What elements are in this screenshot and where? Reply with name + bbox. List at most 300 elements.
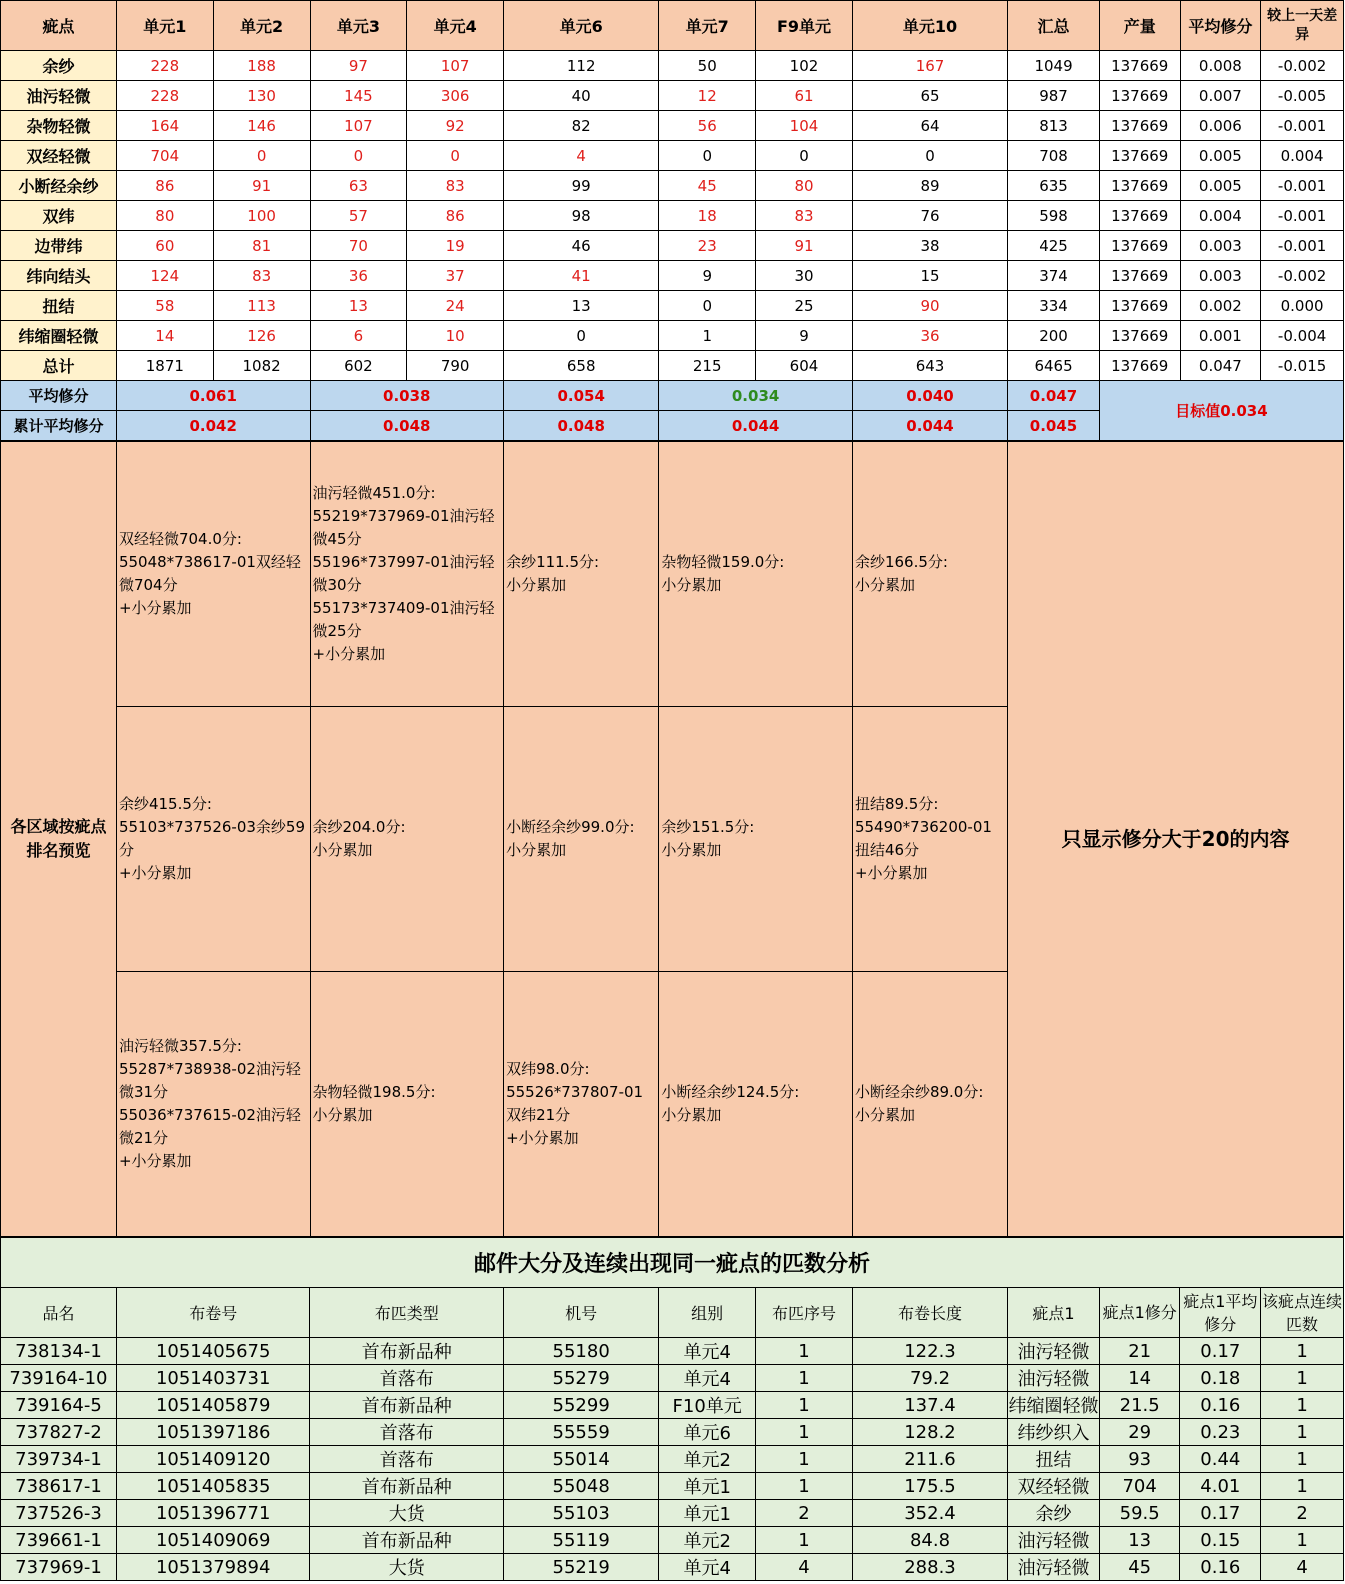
table-cell: 55014 (504, 1446, 659, 1473)
avg-value: 0.045 (1008, 411, 1100, 441)
column-header: 产量 (1099, 1, 1180, 51)
preview-cell (116, 707, 310, 972)
preview-cell (504, 707, 659, 972)
unit-value: 1 (659, 321, 756, 351)
preview-text: 余纱111.5分: 小分累加 (506, 553, 600, 594)
table-cell: 137.4 (852, 1392, 1007, 1419)
column-header: F9单元 (756, 1, 853, 51)
total-value: 374 (1008, 261, 1100, 291)
unit-value: 65 (852, 81, 1007, 111)
table-row (1, 1446, 1344, 1473)
table-cell: 4 (1261, 1554, 1344, 1581)
preview-text: 油污轻微357.5分: 55287*738938-02油污轻微31分 55036*737615-02油污轻微21分 +小分累加 (118, 1037, 301, 1170)
avg-value: 0.038 (310, 381, 504, 411)
avg-value: 0.034 (659, 381, 853, 411)
table-cell: 738617-1 (1, 1473, 117, 1500)
unit-value: 145 (310, 81, 407, 111)
table-cell: 单元1 (659, 1473, 756, 1500)
unit-value: 80 (756, 171, 853, 201)
defect-row (1, 111, 1344, 141)
output-value: 137669 (1099, 261, 1180, 291)
unit-value: 167 (852, 51, 1007, 81)
table-cell: 738134-1 (1, 1338, 117, 1365)
unit-value: 104 (756, 111, 853, 141)
defect-name: 杂物轻微 (1, 111, 117, 141)
preview-text: 杂物轻微198.5分: 小分累加 (312, 1083, 436, 1124)
table-cell: 739164-5 (1, 1392, 117, 1419)
preview-cell (310, 442, 504, 707)
defect-name: 油污轻微 (1, 81, 117, 111)
unit-value: 1871 (116, 351, 213, 381)
preview-text: 双纬98.0分: 55526*737807-01双纬21分 +小分累加 (506, 1060, 644, 1147)
total-value: 6465 (1008, 351, 1100, 381)
table-row (1, 1392, 1344, 1419)
table-cell: 29 (1099, 1419, 1180, 1446)
total-value: 708 (1008, 141, 1100, 171)
table-row (1, 1527, 1344, 1554)
column-header: 单元10 (852, 1, 1007, 51)
unit-value: 70 (310, 231, 407, 261)
preview-cell (310, 972, 504, 1237)
table-cell: F10单元 (659, 1392, 756, 1419)
unit-value: 14 (116, 321, 213, 351)
unit-value: 36 (852, 321, 1007, 351)
unit-value: 86 (116, 171, 213, 201)
table-cell: 1 (756, 1365, 853, 1392)
output-value: 137669 (1099, 81, 1180, 111)
table-cell: 0.17 (1180, 1500, 1261, 1527)
unit-value: 61 (756, 81, 853, 111)
table-cell: 1 (756, 1473, 853, 1500)
preview-cell (659, 442, 853, 707)
unit-value: 306 (407, 81, 504, 111)
table-cell: 1 (756, 1419, 853, 1446)
unit-value: 64 (852, 111, 1007, 141)
table-cell: 1051409120 (116, 1446, 310, 1473)
unit-value: 41 (504, 261, 659, 291)
table-cell: 737526-3 (1, 1500, 117, 1527)
column-header: 单元1 (116, 1, 213, 51)
row-label: 累计平均修分 (1, 411, 117, 441)
table-cell: 纬纱织入 (1008, 1419, 1100, 1446)
avg-value: 0.003 (1180, 231, 1261, 261)
diff-value: -0.005 (1261, 81, 1344, 111)
preview-text: 扭结89.5分: 55490*736200-01扭结46分 +小分累加 (854, 795, 992, 882)
table-cell: 单元4 (659, 1338, 756, 1365)
table-cell: 0.44 (1180, 1446, 1261, 1473)
unit-value: 90 (852, 291, 1007, 321)
avg-value: 0.048 (310, 411, 504, 441)
output-value: 137669 (1099, 291, 1180, 321)
table-cell: 1 (1261, 1392, 1344, 1419)
table-cell: 首落布 (310, 1419, 504, 1446)
avg-value: 0.003 (1180, 261, 1261, 291)
table-cell: 93 (1099, 1446, 1180, 1473)
mail-header-row (1, 1288, 1344, 1338)
table-cell: 单元4 (659, 1365, 756, 1392)
table-cell: 余纱 (1008, 1500, 1100, 1527)
column-header: 疵点1 (1008, 1288, 1100, 1338)
table-cell: 55119 (504, 1527, 659, 1554)
preview-cell (852, 707, 1007, 972)
mail-title-row (1, 1238, 1344, 1288)
table-cell: 45 (1099, 1554, 1180, 1581)
avg-value: 0.005 (1180, 171, 1261, 201)
total-value: 598 (1008, 201, 1100, 231)
preview-text: 双经轻微704.0分: 55048*738617-01双经轻微704分 +小分累加 (118, 530, 301, 617)
output-value: 137669 (1099, 321, 1180, 351)
unit-value: 0 (659, 141, 756, 171)
table-cell: 737827-2 (1, 1419, 117, 1446)
unit-value: 86 (407, 201, 504, 231)
unit-value: 82 (504, 111, 659, 141)
table-cell: 首布新品种 (310, 1527, 504, 1554)
defect-row (1, 321, 1344, 351)
table-cell: 扭结 (1008, 1446, 1100, 1473)
unit-value: 0 (659, 291, 756, 321)
unit-value: 100 (213, 201, 310, 231)
avg-value: 0.008 (1180, 51, 1261, 81)
unit-value: 91 (213, 171, 310, 201)
table-cell: 首布新品种 (310, 1392, 504, 1419)
table-cell: 首落布 (310, 1446, 504, 1473)
preview-text: 油污轻微451.0分: 55219*737969-01油污轻微45分 55196*737997-01油污轻微30分 55173*737409-01油污轻微25分 +小分累加 (312, 484, 495, 663)
defect-row (1, 261, 1344, 291)
preview-text: 小断经余纱99.0分: 小分累加 (506, 818, 635, 859)
unit-value: 604 (756, 351, 853, 381)
preview-text: 余纱151.5分: 小分累加 (661, 818, 755, 859)
mail-title: 邮件大分及连续出现同一疵点的匹数分析 (1, 1238, 1344, 1288)
table-cell: 双经轻微 (1008, 1473, 1100, 1500)
table-cell: 首布新品种 (310, 1338, 504, 1365)
column-header: 单元2 (213, 1, 310, 51)
table-cell: 油污轻微 (1008, 1338, 1100, 1365)
diff-value: -0.001 (1261, 111, 1344, 141)
diff-value: -0.002 (1261, 261, 1344, 291)
unit-value: 91 (756, 231, 853, 261)
unit-value: 98 (504, 201, 659, 231)
column-header: 疵点1修分 (1099, 1288, 1180, 1338)
table-cell: 纬缩圈轻微 (1008, 1392, 1100, 1419)
defect-name: 小断经余纱 (1, 171, 117, 201)
unit-value: 124 (116, 261, 213, 291)
diff-value: -0.001 (1261, 201, 1344, 231)
avg-value: 0.004 (1180, 201, 1261, 231)
unit-value: 63 (310, 171, 407, 201)
unit-value: 36 (310, 261, 407, 291)
column-header: 组别 (659, 1288, 756, 1338)
column-header: 品名 (1, 1288, 117, 1338)
table-cell: 55048 (504, 1473, 659, 1500)
unit-value: 18 (659, 201, 756, 231)
diff-value: 0.004 (1261, 141, 1344, 171)
total-value: 813 (1008, 111, 1100, 141)
unit-value: 92 (407, 111, 504, 141)
defect-name: 边带纬 (1, 231, 117, 261)
preview-cell (116, 442, 310, 707)
defect-row (1, 81, 1344, 111)
table-cell: 122.3 (852, 1338, 1007, 1365)
table-cell: 1 (756, 1392, 853, 1419)
column-header: 单元7 (659, 1, 756, 51)
unit-value: 126 (213, 321, 310, 351)
preview-cell (659, 707, 853, 972)
unit-value: 40 (504, 81, 659, 111)
column-header: 布匹类型 (310, 1288, 504, 1338)
unit-value: 0 (310, 141, 407, 171)
table-cell: 油污轻微 (1008, 1527, 1100, 1554)
unit-value: 790 (407, 351, 504, 381)
preview-text: 小断经余纱124.5分: 小分累加 (661, 1083, 800, 1124)
column-header: 布匹序号 (756, 1288, 853, 1338)
column-header: 该疵点连续匹数 (1261, 1288, 1344, 1338)
avg-value: 0.044 (659, 411, 853, 441)
defect-name: 双经轻微 (1, 141, 117, 171)
table-cell: 352.4 (852, 1500, 1007, 1527)
unit-value: 102 (756, 51, 853, 81)
unit-value: 58 (116, 291, 213, 321)
table-cell: 1 (1261, 1419, 1344, 1446)
defect-row (1, 201, 1344, 231)
diff-value: 0.000 (1261, 291, 1344, 321)
preview-text: 小断经余纱89.0分: 小分累加 (854, 1083, 984, 1124)
table-cell: 79.2 (852, 1365, 1007, 1392)
unit-value: 46 (504, 231, 659, 261)
table-cell: 单元4 (659, 1554, 756, 1581)
table-cell: 55299 (504, 1392, 659, 1419)
defect-row (1, 171, 1344, 201)
unit-value: 50 (659, 51, 756, 81)
preview-cell (116, 972, 310, 1237)
table-row (1, 1419, 1344, 1446)
unit-value: 228 (116, 51, 213, 81)
output-value: 137669 (1099, 201, 1180, 231)
diff-value: -0.004 (1261, 321, 1344, 351)
unit-value: 76 (852, 201, 1007, 231)
table-cell: 1 (1261, 1446, 1344, 1473)
preview-cell (504, 442, 659, 707)
unit-value: 602 (310, 351, 407, 381)
target-value: 目标值0.034 (1099, 381, 1343, 441)
unit-value: 89 (852, 171, 1007, 201)
diff-value: -0.002 (1261, 51, 1344, 81)
defect-row (1, 351, 1344, 381)
table-cell: 175.5 (852, 1473, 1007, 1500)
table-cell: 0.23 (1180, 1419, 1261, 1446)
unit-value: 12 (659, 81, 756, 111)
unit-value: 25 (756, 291, 853, 321)
column-header: 较上一天差异 (1261, 1, 1344, 51)
unit-value: 0 (504, 321, 659, 351)
column-header: 平均修分 (1180, 1, 1261, 51)
table-row (1, 1473, 1344, 1500)
preview-text: 余纱166.5分: 小分累加 (854, 553, 948, 594)
avg-value: 0.061 (116, 381, 310, 411)
defect-name: 纬向结头 (1, 261, 117, 291)
avg-value: 0.054 (504, 381, 659, 411)
unit-value: 83 (407, 171, 504, 201)
table-cell: 1 (756, 1527, 853, 1554)
unit-value: 80 (116, 201, 213, 231)
table-cell: 128.2 (852, 1419, 1007, 1446)
table-cell: 4.01 (1180, 1473, 1261, 1500)
output-value: 137669 (1099, 171, 1180, 201)
table-cell: 1051379894 (116, 1554, 310, 1581)
table-cell: 单元6 (659, 1419, 756, 1446)
defect-row (1, 51, 1344, 81)
table-cell: 1051403731 (116, 1365, 310, 1392)
preview-cell (504, 972, 659, 1237)
defect-name: 双纬 (1, 201, 117, 231)
unit-value: 215 (659, 351, 756, 381)
preview-cell (659, 972, 853, 1237)
preview-note: 只显示修分大于20的内容 (1008, 442, 1344, 1237)
mail-analysis-table (0, 1237, 1344, 1581)
table-cell: 油污轻微 (1008, 1554, 1100, 1581)
total-value: 200 (1008, 321, 1100, 351)
avg-value: 0.001 (1180, 321, 1261, 351)
table-cell: 0.18 (1180, 1365, 1261, 1392)
table-row (1, 1500, 1344, 1527)
avg-value: 0.047 (1180, 351, 1261, 381)
preview-cell (852, 442, 1007, 707)
unit-value: 60 (116, 231, 213, 261)
preview-text: 杂物轻微159.0分: 小分累加 (661, 553, 785, 594)
column-header: 单元4 (407, 1, 504, 51)
total-value: 987 (1008, 81, 1100, 111)
defect-name: 扭结 (1, 291, 117, 321)
table-cell: 4 (756, 1554, 853, 1581)
avg-value: 0.044 (852, 411, 1007, 441)
column-header: 机号 (504, 1288, 659, 1338)
unit-value: 6 (310, 321, 407, 351)
unit-value: 643 (852, 351, 1007, 381)
unit-value: 83 (213, 261, 310, 291)
defect-name: 总计 (1, 351, 117, 381)
avg-value: 0.002 (1180, 291, 1261, 321)
unit-value: 23 (659, 231, 756, 261)
diff-value: -0.015 (1261, 351, 1344, 381)
table-row (1, 1338, 1344, 1365)
unit-value: 56 (659, 111, 756, 141)
column-header: 布卷长度 (852, 1288, 1007, 1338)
table-cell: 1051405879 (116, 1392, 310, 1419)
column-header: 单元6 (504, 1, 659, 51)
table-cell: 1 (756, 1338, 853, 1365)
table-cell: 1 (1261, 1473, 1344, 1500)
unit-value: 9 (659, 261, 756, 291)
table-cell: 84.8 (852, 1527, 1007, 1554)
avg-value: 0.007 (1180, 81, 1261, 111)
defect-name: 余纱 (1, 51, 117, 81)
avg-value: 0.048 (504, 411, 659, 441)
preview-label: 各区域按疵点排名预览 (1, 442, 117, 1237)
unit-value: 0 (407, 141, 504, 171)
unit-value: 45 (659, 171, 756, 201)
unit-value: 0 (756, 141, 853, 171)
table-cell: 288.3 (852, 1554, 1007, 1581)
unit-value: 704 (116, 141, 213, 171)
table-cell: 55219 (504, 1554, 659, 1581)
table-cell: 2 (1261, 1500, 1344, 1527)
total-value: 1049 (1008, 51, 1100, 81)
avg-value: 0.005 (1180, 141, 1261, 171)
avg-value: 0.006 (1180, 111, 1261, 141)
table-row (1, 1554, 1344, 1581)
table-cell: 1051396771 (116, 1500, 310, 1527)
unit-value: 107 (310, 111, 407, 141)
defect-summary-table (0, 0, 1344, 441)
unit-value: 13 (504, 291, 659, 321)
table-cell: 1 (1261, 1527, 1344, 1554)
table-cell: 211.6 (852, 1446, 1007, 1473)
table-cell: 739661-1 (1, 1527, 117, 1554)
output-value: 137669 (1099, 111, 1180, 141)
table-cell: 21.5 (1099, 1392, 1180, 1419)
table-cell: 55559 (504, 1419, 659, 1446)
table-cell: 油污轻微 (1008, 1365, 1100, 1392)
table-cell: 单元1 (659, 1500, 756, 1527)
table-cell: 1051405675 (116, 1338, 310, 1365)
table-cell: 单元2 (659, 1527, 756, 1554)
total-value: 425 (1008, 231, 1100, 261)
table-cell: 0.16 (1180, 1392, 1261, 1419)
total-value: 334 (1008, 291, 1100, 321)
table-cell: 0.15 (1180, 1527, 1261, 1554)
unit-value: 130 (213, 81, 310, 111)
table-cell: 59.5 (1099, 1500, 1180, 1527)
unit-value: 10 (407, 321, 504, 351)
column-header: 疵点1平均修分 (1180, 1288, 1261, 1338)
defect-row (1, 141, 1344, 171)
avg-value: 0.042 (116, 411, 310, 441)
unit-value: 57 (310, 201, 407, 231)
unit-value: 658 (504, 351, 659, 381)
region-preview-table (0, 441, 1344, 1237)
table-cell: 55279 (504, 1365, 659, 1392)
unit-value: 37 (407, 261, 504, 291)
unit-value: 9 (756, 321, 853, 351)
output-value: 137669 (1099, 141, 1180, 171)
unit-value: 112 (504, 51, 659, 81)
table-row (1, 1365, 1344, 1392)
unit-value: 38 (852, 231, 1007, 261)
column-header: 单元3 (310, 1, 407, 51)
table-cell: 首布新品种 (310, 1473, 504, 1500)
output-value: 137669 (1099, 51, 1180, 81)
unit-value: 0 (852, 141, 1007, 171)
table-cell: 单元2 (659, 1446, 756, 1473)
unit-value: 19 (407, 231, 504, 261)
preview-cell (310, 707, 504, 972)
table-cell: 0.16 (1180, 1554, 1261, 1581)
total-value: 635 (1008, 171, 1100, 201)
table-cell: 0.17 (1180, 1338, 1261, 1365)
unit-value: 15 (852, 261, 1007, 291)
column-header: 疵点 (1, 1, 117, 51)
unit-value: 164 (116, 111, 213, 141)
table-cell: 14 (1099, 1365, 1180, 1392)
table-cell: 739164-10 (1, 1365, 117, 1392)
unit-value: 81 (213, 231, 310, 261)
table-cell: 大货 (310, 1500, 504, 1527)
preview-text: 余纱204.0分: 小分累加 (312, 818, 406, 859)
table-cell: 13 (1099, 1527, 1180, 1554)
preview-cell (852, 972, 1007, 1237)
unit-value: 13 (310, 291, 407, 321)
unit-value: 97 (310, 51, 407, 81)
table-cell: 大货 (310, 1554, 504, 1581)
